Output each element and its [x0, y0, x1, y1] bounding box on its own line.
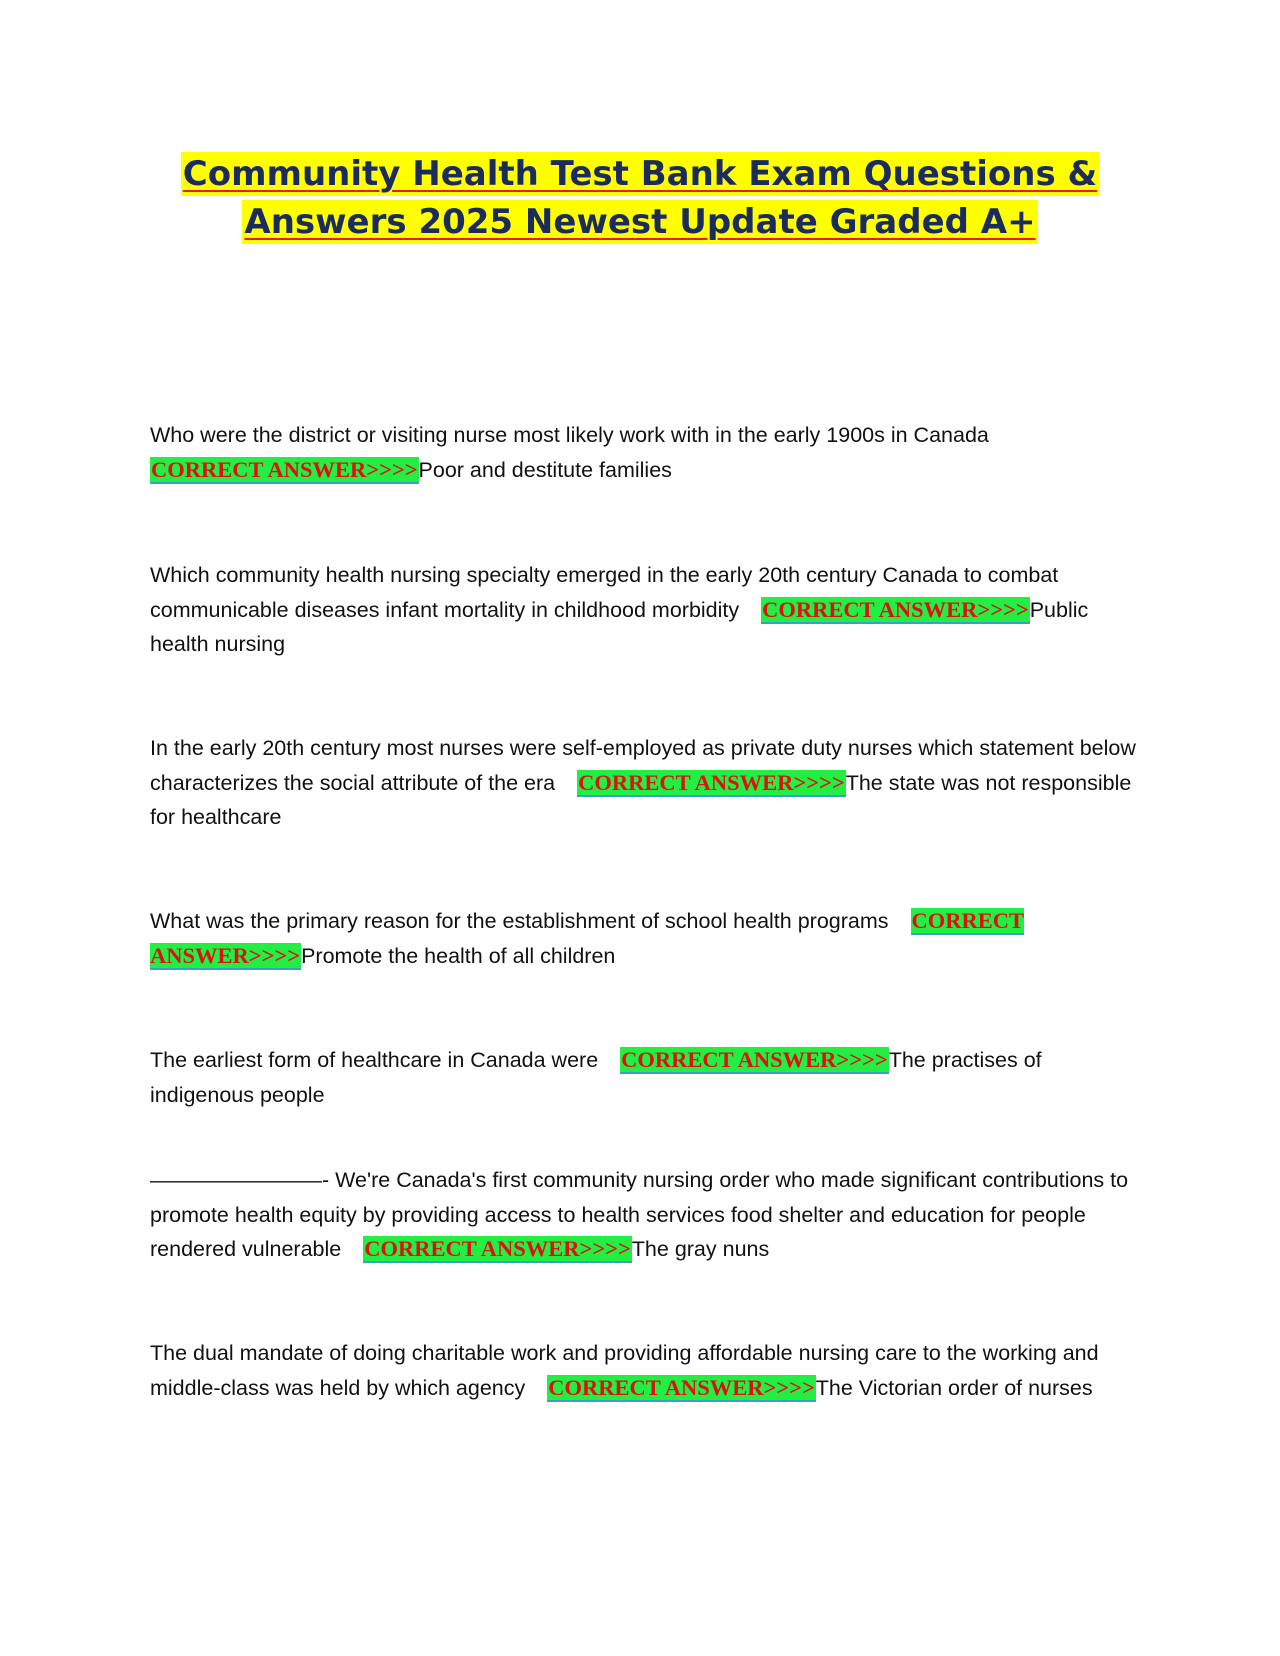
- correct-answer-label: CORRECT ANSWER>>>>: [364, 1236, 631, 1261]
- qa-item-5: [150, 1043, 1140, 1112]
- question-text: What was the primary reason for the establishment of school health programs: [150, 909, 889, 933]
- qa-item-2: [150, 558, 1140, 662]
- qa-item-1: [150, 418, 1140, 487]
- qa-item-7: [150, 1336, 1140, 1405]
- question-text: Who were the district or visiting nurse most likely work with in the early 1900s in Canada: [150, 423, 989, 447]
- question-text: The dual mandate of doing charitable work and providing affordable nursing care to the working and middle-class was held by which agency: [150, 1341, 1099, 1400]
- answer-text: The practises of indigenous people: [150, 1048, 1042, 1107]
- question-text: In the early 20th century most nurses were self-employed as private duty nurses which statement below characterizes the social attribute of the era: [150, 736, 1136, 795]
- question-text: Which community health nursing specialty emerged in the early 20th century Canada to combat communicable diseases infant mortality in childhood morbidity: [150, 563, 1059, 622]
- qa-item-4: [150, 904, 1140, 973]
- qa-item-3: [150, 731, 1140, 835]
- answer-text: The state was not responsible for healthcare: [150, 770, 1132, 829]
- answer-text: Poor and destitute families: [418, 457, 672, 482]
- title-line-2: Answers 2025 Newest Update Graded A+: [244, 202, 1036, 242]
- answer-text: The gray nuns: [631, 1237, 770, 1261]
- title-line-1: Community Health Test Bank Exam Questions &: [182, 154, 1098, 194]
- correct-answer-label: CORRECT ANSWER>>>>: [621, 1047, 888, 1072]
- document-title: [0, 150, 1280, 246]
- answer-text: Public health nursing: [150, 597, 1089, 656]
- question-text: The earliest form of healthcare in Canada were: [150, 1048, 599, 1072]
- correct-answer-label: CORRECT ANSWER>>>>: [548, 1374, 815, 1400]
- correct-answer-label: CORRECT ANSWER>>>>: [578, 769, 845, 795]
- correct-answer-label: CORRECT ANSWER>>>>: [762, 596, 1029, 622]
- question-text: ————————- We're Canada's first community nursing order who made significant contributions to promote health equity by providing access to health services food shelter and education for people rendered vulnerable: [150, 1168, 1129, 1261]
- correct-answer-label: CORRECT ANSWER>>>>: [150, 908, 1025, 968]
- correct-answer-label: CORRECT ANSWER>>>>: [151, 456, 418, 482]
- qa-item-6: [150, 1163, 1140, 1267]
- answer-text: Promote the health of all children: [301, 943, 616, 968]
- answer-text: The Victorian order of nurses: [815, 1375, 1093, 1400]
